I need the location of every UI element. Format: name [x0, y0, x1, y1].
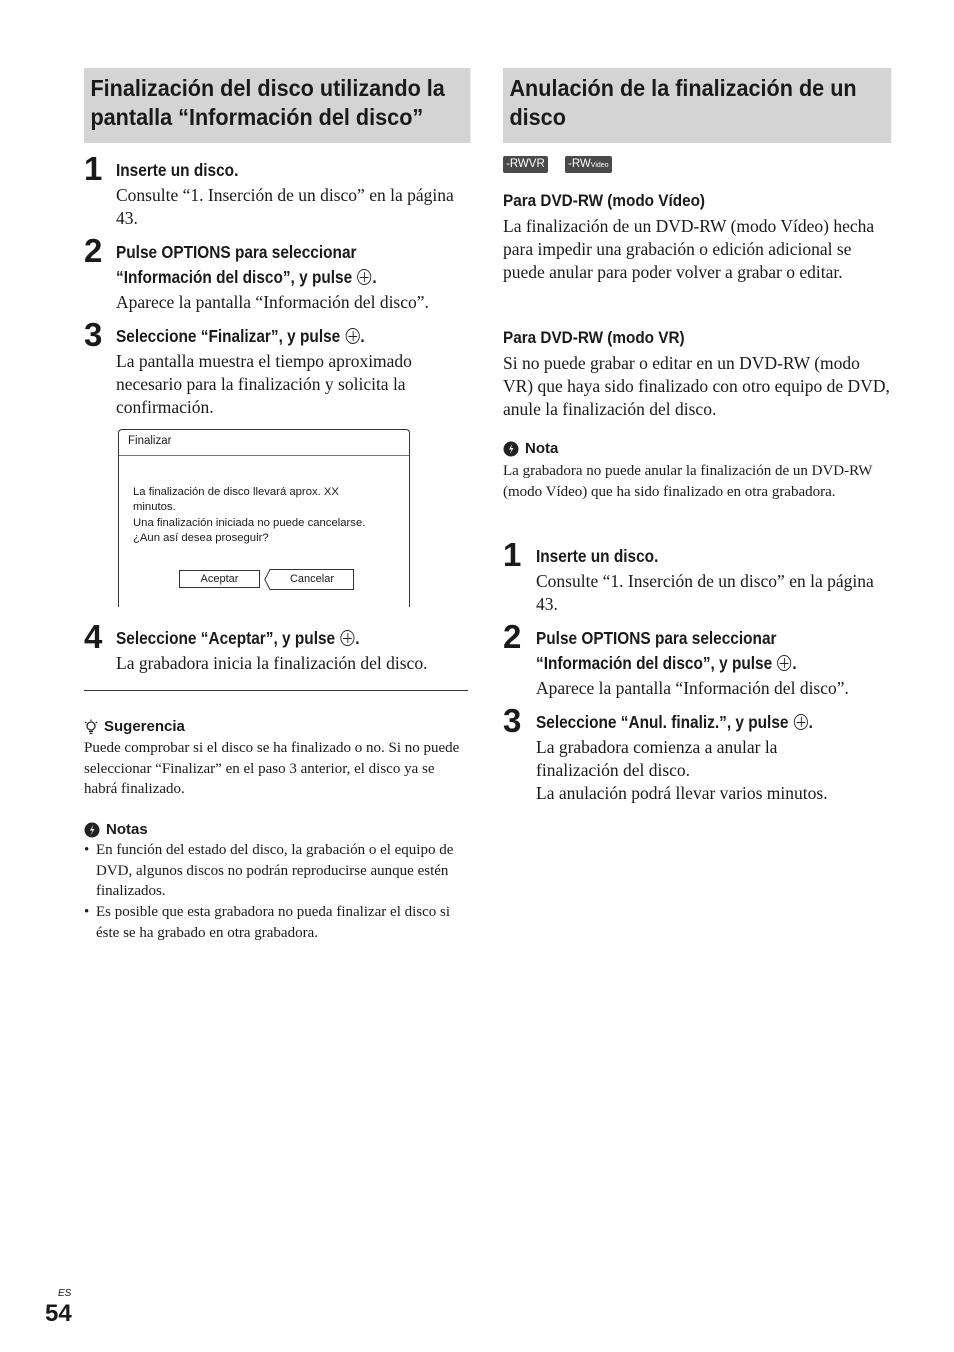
step-2-body: Aparece la pantalla “Información del disco”. — [116, 292, 429, 312]
dialog-message — [133, 485, 403, 546]
enter-button-icon — [345, 328, 359, 344]
lightbulb-icon — [84, 719, 98, 735]
dialog-divider — [119, 455, 409, 456]
note-heading — [503, 440, 558, 458]
dialog-message-line: La finalización de disco llevará aprox. XX — [133, 486, 339, 498]
enter-button-icon — [357, 269, 371, 285]
step-4-body: La grabadora inicia la finalización del disco. — [116, 653, 428, 673]
step-number-3: 3 — [503, 702, 522, 739]
language-code: ES — [58, 1288, 72, 1299]
step-number-2: 2 — [503, 618, 522, 655]
vr-mode-text: Si no puede grabar o editar en un DVD-RW (modo VR) que haya sido finalizado con otro equipo de DVD, anule la finalización del disco. — [503, 353, 890, 419]
dialog-message-line: Una finalización iniciada no puede cancelarse. — [133, 516, 366, 529]
notes-heading-text: Notas — [106, 821, 148, 838]
note-text: La grabadora no puede anular la finalización de un DVD-RW (modo Vídeo) que ha sido finalizado en otra grabadora. — [503, 463, 873, 500]
step-4-title: Seleccione “Aceptar”, y pulse . — [116, 628, 360, 648]
accept-button[interactable]: Aceptar — [179, 570, 260, 588]
step-3-title-text: Seleccione “Finalizar”, y pulse — [116, 326, 341, 346]
step-2-title-line1: Pulse OPTIONS para seleccionar — [536, 628, 777, 648]
badge-text: -RWVR — [506, 158, 545, 170]
dialog-title: Finalizar — [128, 435, 172, 447]
vr-mode-heading: Para DVD-RW (modo VR) — [503, 328, 685, 347]
section-title-finalizacion: Finalización del disco utilizando la pantalla “Información del disco” — [84, 68, 470, 143]
note-icon — [503, 441, 519, 457]
page-number: 54 — [45, 1300, 72, 1327]
notes-heading — [84, 821, 148, 839]
step-3-body: La pantalla muestra el tiempo aproximado necesario para la finalización y solicita la confirmación. — [116, 351, 412, 417]
step-2-title-line2: “Información del disco”, y pulse . — [116, 267, 377, 287]
step-3-title: Seleccione “Anul. finaliz.”, y pulse . — [536, 712, 813, 732]
step-number-3: 3 — [84, 316, 103, 353]
badge-text: -RW — [568, 158, 591, 170]
rw-vr-badge — [503, 156, 548, 173]
step-1-body: Consulte “1. Inserción de un disco” en la página 43. — [116, 185, 454, 228]
bullet: • — [84, 842, 90, 858]
note-item-text: Es posible que esta grabadora no pueda finalizar el disco si éste se ha grabado en otra grabadora. — [96, 904, 451, 941]
section-title-anulacion: Anulación de la finalización de un disco — [503, 68, 891, 143]
step-number-2: 2 — [84, 232, 103, 269]
step-4-title-text: Seleccione “Aceptar”, y pulse — [116, 628, 336, 648]
step-3-title-text: Seleccione “Anul. finaliz.”, y pulse — [536, 712, 789, 732]
step-2-title-line2: “Información del disco”, y pulse . — [536, 653, 797, 673]
cancel-button[interactable]: Cancelar — [289, 573, 335, 585]
tip-heading — [84, 718, 185, 736]
rw-video-badge — [565, 156, 612, 173]
step-1-title: Inserte un disco. — [536, 546, 659, 566]
step-3-title: Seleccione “Finalizar”, y pulse . — [116, 326, 365, 346]
video-mode-text: La finalización de un DVD-RW (modo Vídeo) hecha para impedir una grabación o edición adicional se puede anular para poder volver a grabar o editar. — [503, 216, 875, 282]
step-2-title-text: “Información del disco”, y pulse — [116, 267, 353, 287]
dialog-message-line: ¿Aun así desea proseguir? — [133, 531, 269, 544]
enter-button-icon — [794, 714, 808, 730]
step-number-1: 1 — [503, 536, 522, 573]
step-1-title: Inserte un disco. — [116, 160, 239, 180]
note-heading-text: Nota — [525, 440, 559, 457]
step-number-1: 1 — [84, 150, 103, 187]
step-number-4: 4 — [84, 618, 103, 655]
tip-heading-text: Sugerencia — [104, 718, 185, 735]
finalize-dialog — [118, 429, 410, 607]
video-mode-heading: Para DVD-RW (modo Vídeo) — [503, 191, 706, 210]
note-item-text: En función del estado del disco, la grabación o el equipo de DVD, algunos discos no podrán reproducirse aunque estén finalizados. — [96, 842, 454, 899]
step-3-body: La grabadora comienza a anular la finalización del disco. — [536, 737, 778, 780]
dialog-message-line: minutos. — [133, 501, 176, 514]
divider — [84, 690, 468, 691]
enter-button-icon — [340, 630, 354, 646]
bullet: • — [84, 904, 90, 920]
step-3-body-extra: La anulación podrá llevar varios minutos. — [536, 783, 828, 803]
step-2-body: Aparece la pantalla “Información del disco”. — [536, 678, 849, 698]
badge-subtext: Video — [590, 162, 609, 169]
tip-text: Puede comprobar si el disco se ha finalizado o no. Si no puede seleccionar “Finalizar” en el paso 3 anterior, el disco ya se habrá finalizado. — [84, 740, 460, 797]
note-icon — [84, 822, 100, 838]
step-1-body: Consulte “1. Inserción de un disco” en la página 43. — [536, 571, 874, 614]
step-2-title-text: “Información del disco”, y pulse — [536, 653, 773, 673]
step-2-title-line1: Pulse OPTIONS para seleccionar — [116, 242, 357, 262]
enter-button-icon — [777, 655, 791, 671]
